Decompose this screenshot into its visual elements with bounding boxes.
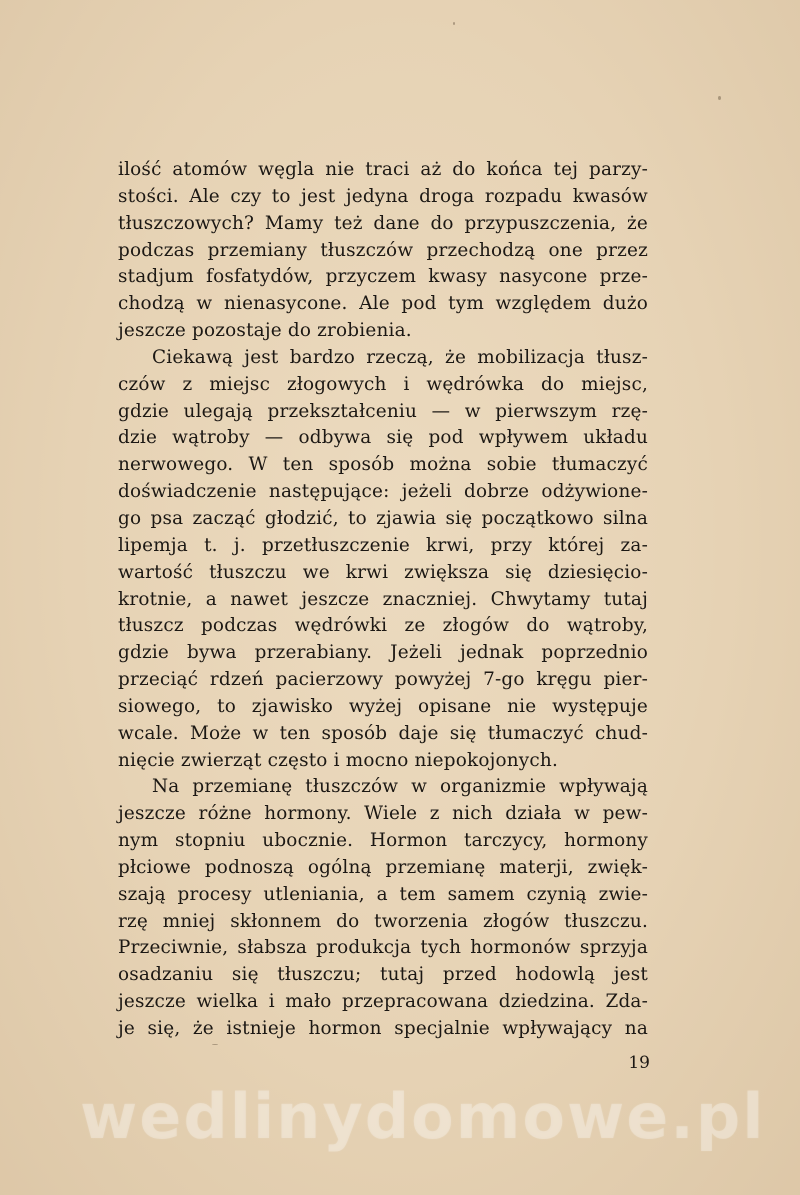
watermark: wedlinydomowe.pl	[80, 1080, 766, 1153]
text-line: osadzaniu się tłuszczu; tutaj przed hodowlą jest	[118, 964, 648, 986]
text-line: czów z miejsc złogowych i wędrówka do miejsc,	[118, 373, 648, 395]
text-line: wcale. Może w ten sposób daje się tłumaczyć chud-	[118, 722, 648, 744]
paper-speck	[718, 96, 721, 100]
text-line: siowego, to zjawisko wyżej opisane nie występuje	[118, 695, 648, 717]
text-line: szają procesy utleniania, a tem samem czynią zwie-	[118, 883, 648, 905]
paper-speck	[453, 22, 455, 25]
text-line: je się, że istnieje hormon specjalnie wpływający na	[118, 1018, 648, 1039]
text-line: jeszcze wielka i mało przepracowana dziedzina. Zda-	[118, 991, 648, 1013]
text-line: nerwowego. W ten sposób można sobie tłumaczyć	[118, 454, 648, 476]
paper-speck	[212, 1044, 218, 1045]
text-line: tłuszczowych? Mamy też dane do przypuszczenia, że	[118, 212, 648, 234]
text-line: gdzie bywa przerabiany. Jeżeli jednak poprzednio	[118, 642, 648, 664]
text-line: chodzą w nienasycone. Ale pod tym względem dużo	[118, 293, 648, 315]
text-line: dzie wątroby — odbywa się pod wpływem układu	[118, 427, 648, 449]
text-line: stadjum fosfatydów, przyczem kwasy nasycone prze-	[118, 266, 648, 288]
text-line: Ciekawą jest bardzo rzeczą, że mobilizacja tłusz-	[152, 346, 648, 368]
text-line: lipemja t. j. przetłuszczenie krwi, przy której za-	[118, 534, 648, 556]
text-line: Na przemianę tłuszczów w organizmie wpływają	[152, 776, 648, 798]
text-line: doświadczenie następujące: jeżeli dobrze odżywione-	[118, 481, 648, 503]
text-line: Przeciwnie, słabsza produkcja tych hormonów sprzyja	[118, 937, 648, 959]
text-line: ilość atomów węgla nie traci aż do końca tej parzy-	[118, 159, 648, 180]
text-line: tłuszcz podczas wędrówki ze złogów do wątroby,	[118, 615, 648, 637]
text-line: przeciąć rdzeń pacierzowy powyżej 7-go kręgu pier-	[118, 669, 648, 691]
text-line: wartość tłuszczu we krwi zwiększa się dziesięcio-	[118, 561, 648, 583]
body-text	[118, 157, 648, 1043]
text-line: nym stopniu ubocznie. Hormon tarczycy, hormony	[118, 830, 648, 852]
text-line: go psa zacząć głodzić, to zjawia się początkowo silna	[118, 507, 648, 529]
text-line: gdzie ulegają przekształceniu — w pierwszym rzę-	[118, 400, 648, 422]
text-line: stości. Ale czy to jest jedyna droga rozpadu kwasów	[118, 185, 648, 207]
text-line: krotnie, a nawet jeszcze znaczniej. Chwytamy tutaj	[118, 588, 648, 610]
text-line: płciowe podnoszą ogólną przemianę materji, zwięk-	[118, 856, 648, 878]
text-line: rzę mniej skłonnem do tworzenia złogów tłuszczu.	[118, 910, 648, 932]
text-line: podczas przemiany tłuszczów przechodzą one przez	[118, 239, 648, 261]
text-line: jeszcze pozostaje do zrobienia.	[118, 320, 412, 342]
text-line: jeszcze różne hormony. Wiele z nich działa w pew-	[118, 803, 648, 825]
text-line: nięcie zwierząt często i mocno niepokojonych.	[118, 749, 558, 771]
page-number: 19	[628, 1053, 650, 1073]
